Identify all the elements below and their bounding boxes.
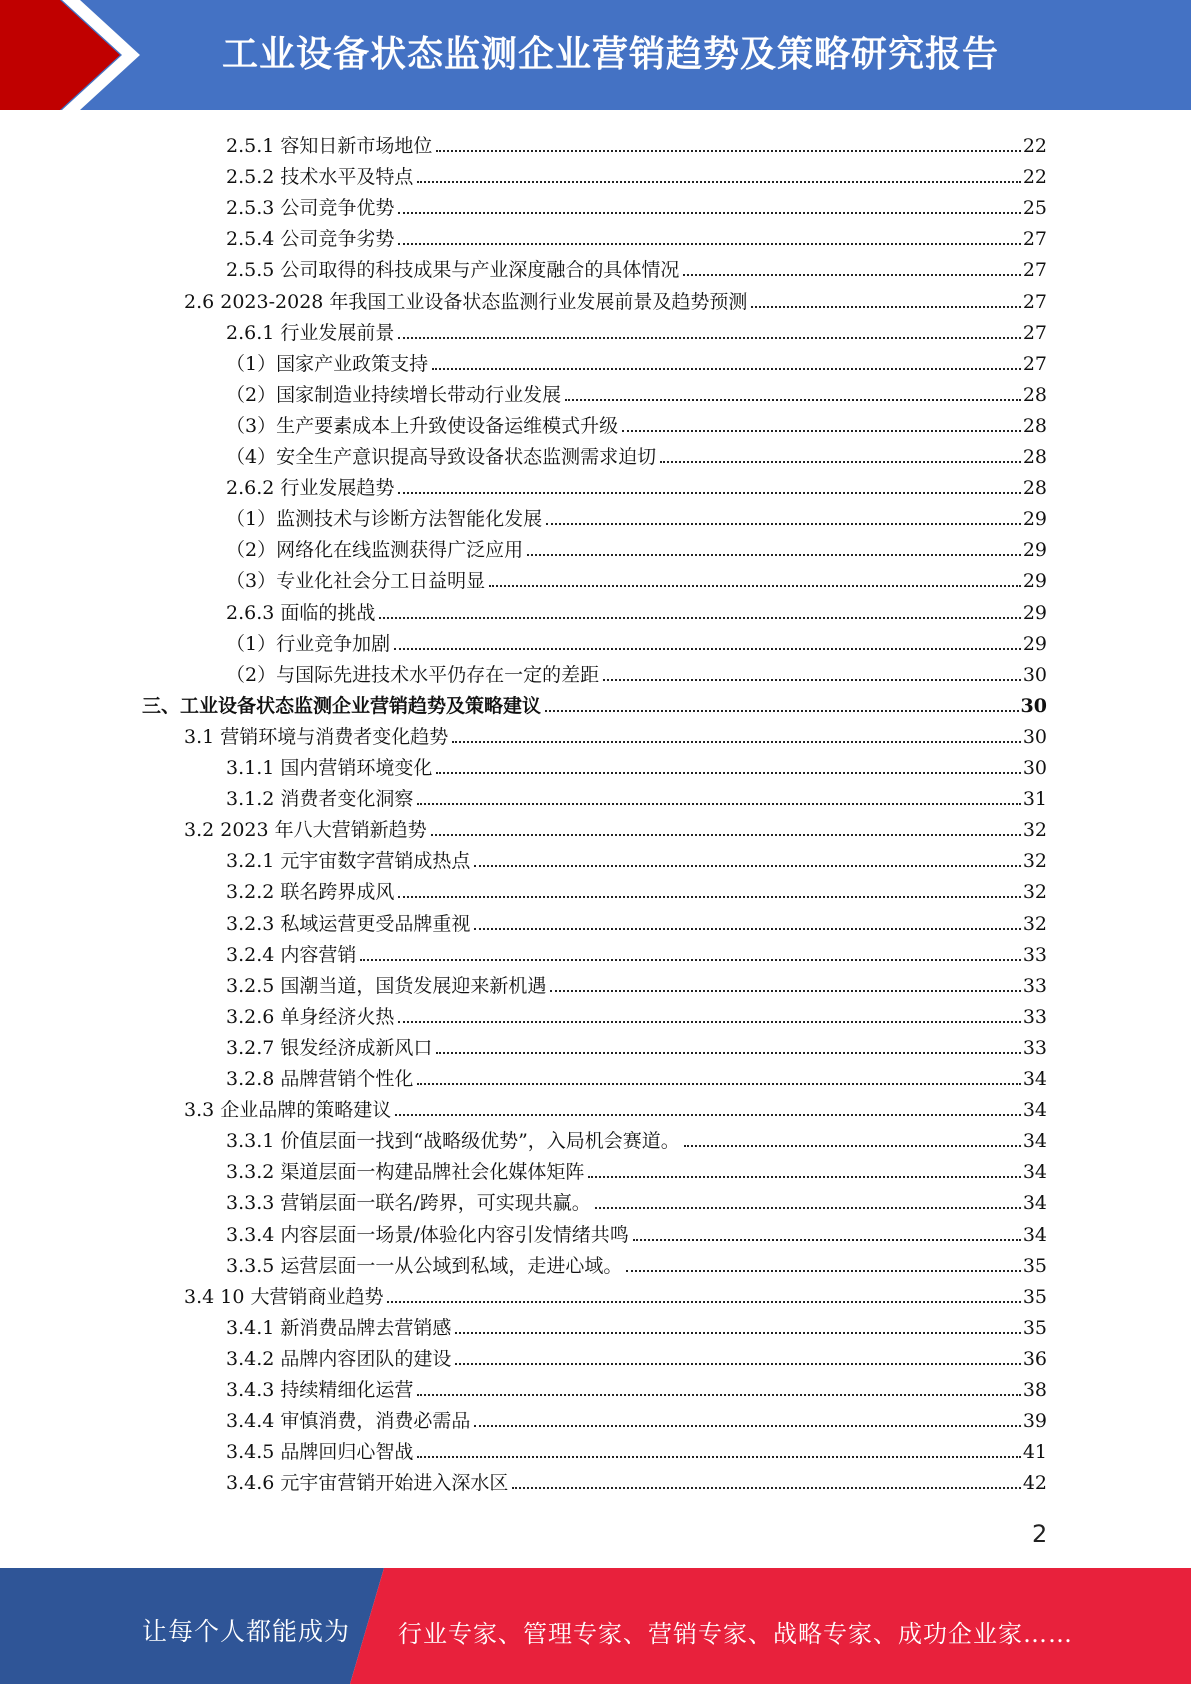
toc-entry-label: （1）行业竞争加剧 — [226, 632, 391, 655]
toc-entry-page: 29 — [1022, 601, 1047, 624]
toc-entry-page: 33 — [1022, 974, 1047, 997]
toc-entry-label: （3）生产要素成本上升致使设备运维模式升级 — [226, 414, 619, 437]
toc-entry-page: 34 — [1022, 1130, 1047, 1153]
toc-leader-dots — [398, 492, 1020, 494]
toc-entry[interactable] — [226, 1153, 1047, 1184]
toc-entry-page: 27 — [1022, 228, 1047, 251]
toc-entry[interactable] — [226, 1247, 1047, 1278]
toc-entry-label: 3.2.8 品牌营销个性化 — [226, 1068, 414, 1090]
toc-entry-page: 34 — [1022, 1192, 1047, 1215]
toc-entry-page: 30 — [1022, 757, 1047, 779]
toc-entry-page: 30 — [1022, 725, 1047, 748]
toc-leader-dots — [436, 772, 1020, 774]
toc-entry-page: 28 — [1022, 383, 1047, 406]
toc-entry[interactable] — [226, 562, 1047, 593]
toc-entry-page: 28 — [1022, 446, 1047, 468]
toc-entry[interactable] — [226, 842, 1047, 873]
toc-leader-dots — [379, 617, 1020, 619]
page-number: 2 — [1032, 1520, 1048, 1548]
toc-leader-dots — [417, 803, 1020, 805]
toc-entry-label: （1）国家产业政策支持 — [226, 352, 429, 375]
toc-entry[interactable] — [226, 469, 1047, 500]
toc-entry-label: （1）监测技术与诊断方法智能化发展 — [226, 508, 543, 531]
toc-leader-dots — [398, 212, 1020, 214]
toc-entry[interactable] — [226, 780, 1047, 811]
toc-entry-page: 34 — [1022, 1223, 1047, 1246]
toc-entry-label: 3.3.4 内容层面一场景/体验化内容引发情绪共鸣 — [226, 1223, 629, 1246]
toc-entry-page: 42 — [1022, 1472, 1047, 1495]
toc-entry-page: 22 — [1022, 166, 1047, 189]
footer-slogan-left: 让每个人都能成为 — [142, 1617, 351, 1646]
toc-leader-dots — [455, 1363, 1020, 1365]
toc-entry[interactable] — [226, 998, 1047, 1029]
toc-entry-page: 36 — [1022, 1347, 1047, 1370]
toc-leader-dots — [387, 1301, 1020, 1303]
toc-entry-page: 27 — [1022, 290, 1047, 313]
toc-entry-label: 2.5.1 容知日新市场地位 — [226, 135, 433, 157]
toc-entry[interactable] — [226, 873, 1047, 904]
toc-entry-page: 30 — [1020, 694, 1047, 717]
toc-entry[interactable] — [226, 1216, 1047, 1247]
toc-entry-label: （2）网络化在线监测获得广泛应用 — [226, 539, 524, 562]
toc-entry-page: 27 — [1022, 352, 1047, 375]
toc-entry-page: 31 — [1022, 788, 1047, 811]
toc-leader-dots — [633, 1239, 1021, 1241]
toc-entry[interactable] — [226, 220, 1047, 251]
toc-leader-dots — [474, 1425, 1020, 1427]
toc-entry[interactable] — [226, 376, 1047, 407]
toc-entry-label: 2.6.2 行业发展趋势 — [226, 477, 395, 500]
toc-entry[interactable] — [226, 936, 1047, 967]
toc-entry[interactable] — [226, 1464, 1047, 1495]
toc-entry-label: 三、工业设备状态监测企业营销趋势及策略建议 — [142, 694, 542, 717]
toc-entry-page: 28 — [1022, 414, 1047, 437]
toc-entry[interactable] — [226, 1402, 1047, 1433]
toc-entry-page: 33 — [1022, 1036, 1047, 1059]
toc-entry[interactable] — [226, 251, 1047, 282]
toc-entry[interactable] — [226, 625, 1047, 656]
page-footer — [0, 1568, 1191, 1684]
toc-entry[interactable] — [226, 594, 1047, 625]
toc-leader-dots — [474, 928, 1020, 930]
toc-entry-label: 3.4.6 元宇宙营销开始进入深水区 — [226, 1472, 509, 1495]
toc-leader-dots — [436, 150, 1020, 152]
toc-entry[interactable] — [226, 1433, 1047, 1464]
toc-entry-page: 25 — [1022, 197, 1047, 220]
toc-leader-dots — [527, 554, 1021, 556]
toc-entry-page: 39 — [1022, 1410, 1047, 1433]
toc-entry-page: 35 — [1022, 1254, 1047, 1277]
toc-entry-label: 3.2 2023 年八大营销新趋势 — [184, 819, 427, 842]
toc-entry-label: 2.5.5 公司取得的科技成果与产业深度融合的具体情况 — [226, 259, 680, 282]
toc-entry-label: 3.2.1 元宇宙数字营销成热点 — [226, 850, 471, 873]
toc-leader-dots — [394, 648, 1021, 650]
toc-leader-dots — [417, 1394, 1020, 1396]
toc-entry-page: 27 — [1022, 259, 1047, 282]
toc-entry[interactable] — [226, 345, 1047, 376]
toc-leader-dots — [398, 243, 1020, 245]
toc-entry[interactable] — [226, 438, 1047, 469]
toc-leader-dots — [489, 585, 1021, 587]
toc-entry-label: （3）专业化社会分工日益明显 — [226, 570, 486, 593]
toc-leader-dots — [398, 337, 1020, 339]
toc-entry-page: 29 — [1022, 508, 1047, 531]
toc-leader-dots — [455, 1332, 1020, 1334]
toc-entry-page: 30 — [1022, 663, 1047, 686]
toc-entry[interactable] — [226, 905, 1047, 936]
toc-entry[interactable] — [184, 811, 1047, 842]
toc-entry[interactable] — [226, 967, 1047, 998]
toc-entry-page: 34 — [1022, 1099, 1047, 1122]
toc-leader-dots — [398, 896, 1020, 898]
toc-entry[interactable] — [226, 1029, 1047, 1060]
toc-entry-page: 32 — [1022, 881, 1047, 904]
toc-entry-page: 33 — [1022, 943, 1047, 966]
toc-entry-page: 41 — [1022, 1441, 1047, 1464]
toc-leader-dots — [683, 274, 1020, 276]
toc-entry-label: （4）安全生产意识提高导致设备状态监测需求迫切 — [226, 446, 657, 468]
toc-entry[interactable] — [226, 314, 1047, 345]
toc-entry-label: 3.4.2 品牌内容团队的建设 — [226, 1347, 452, 1370]
toc-entry-page: 35 — [1022, 1285, 1047, 1308]
toc-entry-page: 32 — [1022, 819, 1047, 842]
toc-entry-label: 3.3 企业品牌的策略建议 — [184, 1099, 392, 1122]
toc-entry-label: 3.4.5 品牌回归心智战 — [226, 1441, 414, 1464]
toc-entry-page: 34 — [1022, 1161, 1047, 1184]
toc-leader-dots — [545, 710, 1019, 712]
toc-leader-dots — [431, 834, 1021, 836]
toc-leader-dots — [512, 1487, 1020, 1489]
toc-entry-page: 22 — [1022, 135, 1047, 157]
toc-leader-dots — [565, 399, 1021, 401]
toc-leader-dots — [398, 1021, 1020, 1023]
toc-entry[interactable] — [226, 1371, 1047, 1402]
red-chevron-icon — [0, 0, 160, 110]
report-title: 工业设备状态监测企业营销趋势及策略研究报告 — [222, 34, 1000, 75]
toc-entry[interactable] — [226, 749, 1047, 780]
toc-entry[interactable] — [226, 1309, 1047, 1340]
toc-leader-dots — [417, 181, 1020, 183]
toc-leader-dots — [595, 1207, 1021, 1209]
toc-entry[interactable] — [184, 283, 1047, 314]
toc-entry[interactable] — [226, 158, 1047, 189]
toc-entry-page: 34 — [1022, 1068, 1047, 1090]
toc-entry-label: 3.2.4 内容营销 — [226, 943, 357, 966]
toc-entry[interactable] — [184, 1278, 1047, 1309]
toc-entry-label: 3.4.3 持续精细化运营 — [226, 1379, 414, 1401]
toc-leader-dots — [395, 1114, 1021, 1116]
toc-entry-label: 2.6.1 行业发展前景 — [226, 321, 395, 344]
toc-leader-dots — [417, 1456, 1020, 1458]
toc-entry-label: 3.1.1 国内营销环境变化 — [226, 757, 433, 779]
toc-entry-label: 3.4.4 审慎消费，消费必需品 — [226, 1410, 471, 1433]
toc-leader-dots — [660, 461, 1021, 463]
toc-entry-page: 29 — [1022, 570, 1047, 593]
footer-slogan-right: 行业专家、管理专家、营销专家、战略专家、成功企业家…… — [398, 1620, 1073, 1648]
toc-entry-page: 28 — [1022, 477, 1047, 500]
toc-leader-dots — [432, 368, 1021, 370]
toc-entry-label: （2）与国际先进技术水平仍存在一定的差距 — [226, 663, 600, 686]
toc-leader-dots — [684, 1145, 1021, 1147]
toc-leader-dots — [360, 959, 1020, 961]
toc-entry-page: 29 — [1022, 632, 1047, 655]
toc-entry[interactable] — [226, 189, 1047, 220]
toc-entry-label: 3.3.1 价值层面一找到“战略级优势”，入局机会赛道。 — [226, 1130, 680, 1153]
toc-entry-label: 3.1 营销环境与消费者变化趋势 — [184, 725, 449, 748]
toc-entry[interactable] — [142, 687, 1047, 718]
toc-entry[interactable] — [184, 1091, 1047, 1122]
toc-leader-dots — [626, 1270, 1020, 1272]
toc-entry-page: 32 — [1022, 850, 1047, 873]
toc-leader-dots — [474, 865, 1020, 867]
toc-entry-label: 3.2.2 联名跨界成风 — [226, 881, 395, 904]
toc-entry[interactable] — [226, 1340, 1047, 1371]
toc-entry[interactable] — [226, 127, 1047, 158]
toc-leader-dots — [751, 306, 1020, 308]
toc-entry-label: 3.4.1 新消费品牌去营销感 — [226, 1316, 452, 1339]
toc-entry[interactable] — [226, 500, 1047, 531]
toc-entry-label: 3.2.3 私域运营更受品牌重视 — [226, 912, 471, 935]
toc-entry-page: 33 — [1022, 1005, 1047, 1028]
toc-entry-label: （2）国家制造业持续增长带动行业发展 — [226, 383, 562, 406]
toc-entry-label: 3.4 10 大营销商业趋势 — [184, 1285, 384, 1308]
toc-entry[interactable] — [226, 407, 1047, 438]
toc-entry[interactable] — [184, 718, 1047, 749]
toc-leader-dots — [436, 1052, 1020, 1054]
toc-entry-label: 3.3.5 运营层面一一从公域到私域，走进心域。 — [226, 1254, 623, 1277]
toc-entry[interactable] — [226, 656, 1047, 687]
toc-leader-dots — [588, 1176, 1020, 1178]
toc-entry[interactable] — [226, 1122, 1047, 1153]
toc-entry-label: 3.3.2 渠道层面一构建品牌社会化媒体矩阵 — [226, 1161, 585, 1184]
toc-entry-label: 3.2.6 单身经济火热 — [226, 1005, 395, 1028]
toc-entry-label: 3.1.2 消费者变化洞察 — [226, 788, 414, 811]
toc-entry[interactable] — [226, 1060, 1047, 1091]
toc-entry-page: 35 — [1022, 1316, 1047, 1339]
toc-entry-page: 32 — [1022, 912, 1047, 935]
page-header — [0, 0, 1191, 110]
toc-leader-dots — [417, 1083, 1020, 1085]
toc-entry-label: 2.6.3 面临的挑战 — [226, 601, 376, 624]
toc-entry[interactable] — [226, 1184, 1047, 1215]
toc-entry-page: 29 — [1022, 539, 1047, 562]
toc-entry-label: 2.5.2 技术水平及特点 — [226, 166, 414, 189]
toc-entry-label: 2.5.4 公司竞争劣势 — [226, 228, 395, 251]
toc-entry[interactable] — [226, 531, 1047, 562]
toc-leader-dots — [603, 679, 1021, 681]
toc-entry-label: 2.6 2023-2028 年我国工业设备状态监测行业发展前景及趋势预测 — [184, 290, 748, 313]
toc-entry-label: 3.2.7 银发经济成新风口 — [226, 1036, 433, 1059]
toc-entry-label: 3.3.3 营销层面一联名/跨界，可实现共赢。 — [226, 1192, 591, 1215]
toc-entry-page: 27 — [1022, 321, 1047, 344]
toc-leader-dots — [622, 430, 1021, 432]
toc-leader-dots — [550, 990, 1020, 992]
toc-leader-dots — [546, 523, 1021, 525]
toc-entry-label: 2.5.3 公司竞争优势 — [226, 197, 395, 220]
toc-entry-page: 38 — [1022, 1379, 1047, 1401]
toc-leader-dots — [452, 741, 1021, 743]
toc-entry-label: 3.2.5 国潮当道，国货发展迎来新机遇 — [226, 974, 547, 997]
